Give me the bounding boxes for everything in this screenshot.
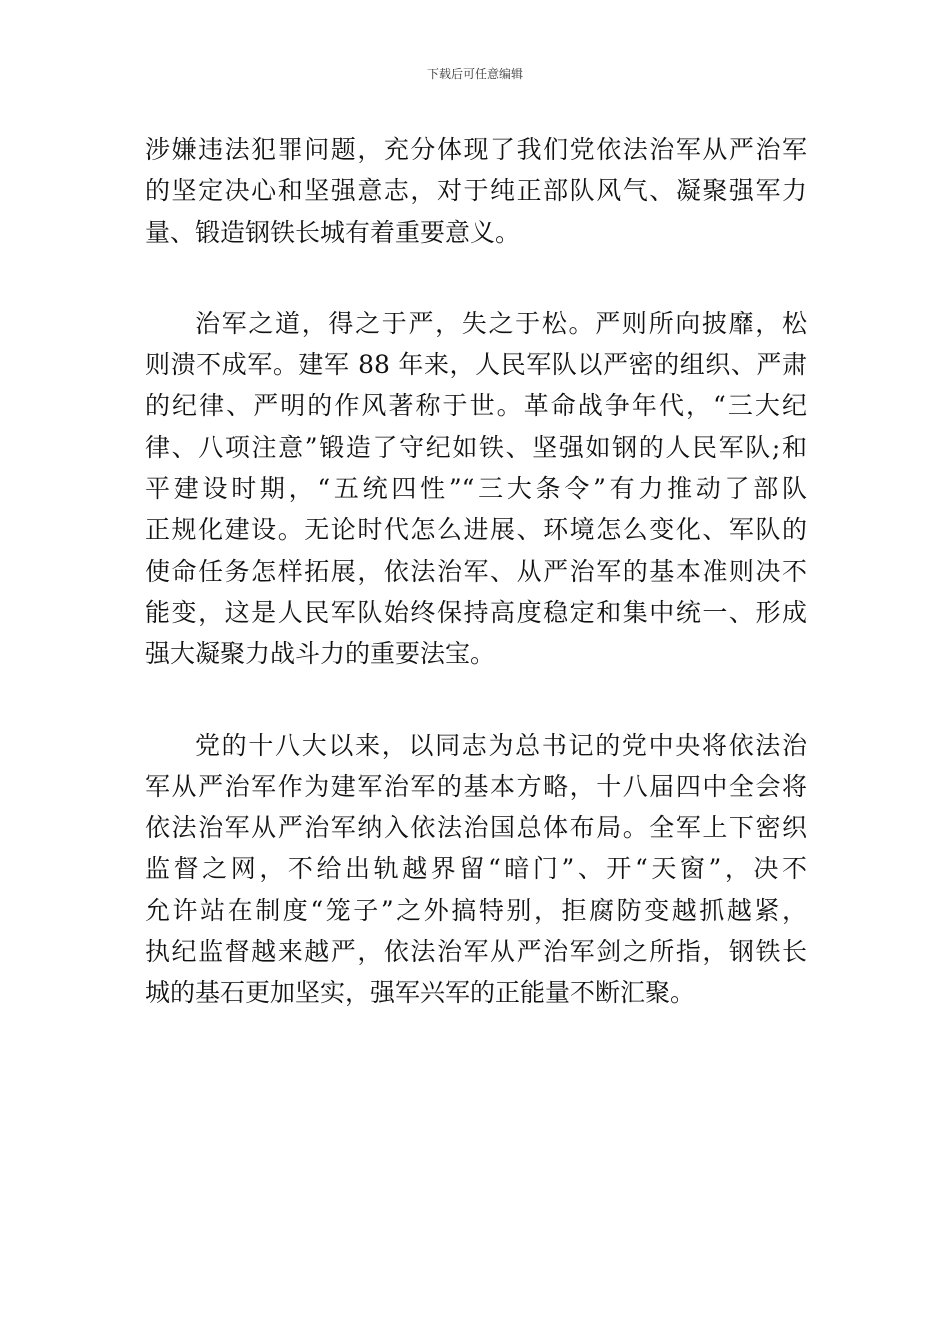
text-line: 治军之道，得之于严，失之于松。严则所向披靡，松 [195,308,807,338]
text-line: 依法治军从严治军纳入依法治国总体布局。全军上下密织 [145,813,807,843]
text-line: 则溃不成军。建军 88 年来，人民军队以严密的组织、严肃 [145,350,807,380]
text-line: 平建设时期，“五统四性”“三大条令”有力推动了部队 [145,474,807,504]
text-line: 正规化建设。无论时代怎么进展、环境怎么变化、军队的 [145,515,807,545]
text-line: 涉嫌违法犯罪问题，充分体现了我们党依法治军从严治军 [145,135,807,164]
document-body [145,129,807,1064]
text-line: 军从严治军作为建军治军的基本方略，十八届四中全会将 [145,771,807,801]
paragraph [145,725,807,1014]
text-line: 能变，这是人民军队始终保持高度稳定和集中统一、形成 [145,597,807,627]
text-line: 执纪监督越来越严，依法治军从严治军剑之所指，钢铁长 [145,937,807,967]
text-line: 强大凝聚力战斗力的重要法宝。 [145,639,496,669]
text-line: 允许站在制度“笼子”之外搞特别，拒腐防变越抓越紧， [145,895,807,925]
text-line: 党的十八大以来，以同志为总书记的党中央将依法治 [195,730,807,760]
text-line: 的坚定决心和坚强意志，对于纯正部队风气、凝聚强军力 [145,176,807,206]
page-header-note: 下载后可任意编辑 [426,67,523,81]
text-line: 监督之网，不给出轨越界留“暗门”、开“天窗”，决不 [145,854,807,884]
text-line: 的纪律、严明的作风著称于世。革命战争年代，“三大纪 [145,391,807,421]
paragraph [145,129,807,253]
text-line: 量、锻造钢铁长城有着重要意义。 [145,217,521,247]
text-line: 律、八项注意”锻造了守纪如铁、坚强如钢的人民军队;和 [145,432,807,462]
text-line: 城的基石更加坚实，强军兴军的正能量不断汇聚。 [145,978,696,1008]
paragraph [145,303,807,675]
text-line: 使命任务怎样拓展，依法治军、从严治军的基本准则决不 [145,556,807,586]
